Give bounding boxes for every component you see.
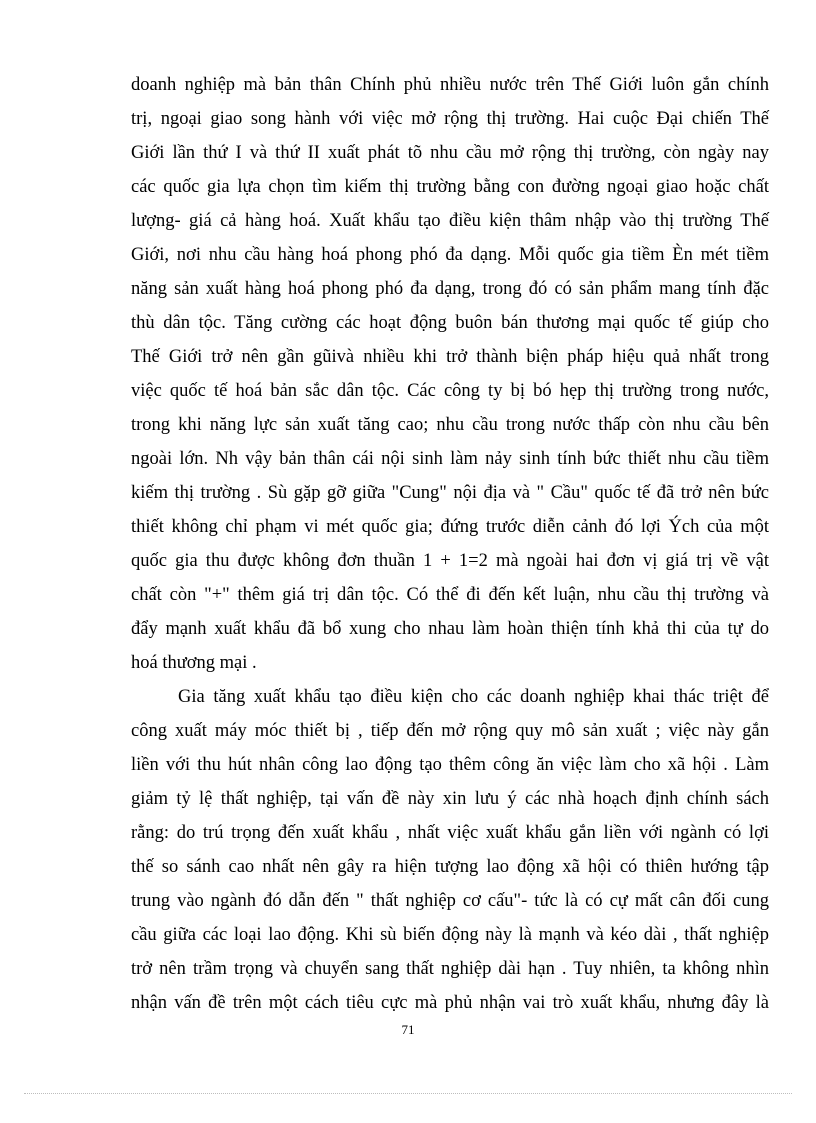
text-line: Thế Giới trở nên gần gũivà nhiều khi trở thành biện pháp hiệu quả nhất trong <box>131 347 769 367</box>
text-line: doanh nghiệp mà bản thân Chính phủ nhiều nước trên Thế Giới luôn gắn chính <box>131 75 769 95</box>
text-line: trong khi năng lực sản xuất tăng cao; nhu cầu trong nước thấp còn nhu cầu bên <box>131 415 769 435</box>
text-line: lượng- giá cả hàng hoá. Xuất khẩu tạo điều kiện thâm nhập vào thị trường Thế <box>131 211 769 231</box>
text-line: Gia tăng xuất khẩu tạo điều kiện cho các doanh nghiệp khai thác triệt để <box>178 687 769 707</box>
text-line: liền với thu hút nhân công lao động tạo thêm công ăn việc làm cho xã hội . Làm <box>131 755 769 775</box>
text-line: công xuất máy móc thiết bị , tiếp đến mở rộng quy mô sản xuất ; việc này gắn <box>131 721 769 741</box>
text-line: các quốc gia lựa chọn tìm kiếm thị trường bằng con đường ngoại giao hoặc chất <box>131 177 769 197</box>
text-line: hoá thương mại . <box>131 653 257 673</box>
text-line: thù dân tộc. Tăng cường các hoạt động buôn bán thương mại quốc tế giúp cho <box>131 313 769 333</box>
text-line: thế so sánh cao nhất nên gây ra hiện tượng lao động xã hội có thiên hướng tập <box>131 857 769 877</box>
text-line: thiết không chỉ phạm vi mét quốc gia; đứng trước diễn cảnh đó lợi Ých của một <box>131 517 769 537</box>
text-line: chất còn "+" thêm giá trị dân tộc. Có thể đi đến kết luận, nhu cầu thị trường và <box>131 585 769 605</box>
body-text <box>131 68 769 1020</box>
text-line: Giới lần thứ I và thứ II xuất phát tõ nhu cầu mở rộng thị trường, còn ngày nay <box>131 143 769 163</box>
text-line: việc quốc tế hoá bản sắc dân tộc. Các công ty bị bó hẹp thị trường trong nước, <box>131 381 769 401</box>
text-line: trở nên trầm trọng và chuyển sang thất nghiệp dài hạn . Tuy nhiên, ta không nhìn <box>131 959 769 979</box>
text-line: trung vào ngành đó dẫn đến " thất nghiệp cơ cấu"- tức là có cự mất cân đối cung <box>131 891 769 911</box>
text-line: năng sản xuất hàng hoá phong phó đa dạng, trong đó có sản phẩm mang tính đặc <box>131 279 769 299</box>
text-line: giảm tỷ lệ thất nghiệp, tại vấn đề này xin lưu ý các nhà hoạch định chính sách <box>131 789 769 809</box>
text-line: ngoài lớn. Nh vậy bản thân cái nội sinh làm nảy sinh tính bức thiết nhu cầu tiềm <box>131 449 769 469</box>
text-line: rằng: do trú trọng đến xuất khẩu , nhất việc xuất khẩu gắn liền với ngành có lợi <box>131 823 769 843</box>
text-line: Giới, nơi nhu cầu hàng hoá phong phó đa dạng. Mỗi quốc gia tiềm Èn mét tiềm <box>131 245 769 265</box>
text-line: đẩy mạnh xuất khẩu đã bổ xung cho nhau làm hoàn thiện tính khả thi của tự do <box>131 619 769 639</box>
page-bottom-divider <box>24 1093 792 1094</box>
text-line: quốc gia thu được không đơn thuần 1 + 1=2 mà ngoài hai đơn vị giá trị về vật <box>131 551 769 571</box>
text-line: cầu giữa các loại lao động. Khi sù biến động này là mạnh và kéo dài , thất nghiệp <box>131 925 769 945</box>
paragraph <box>131 680 769 1020</box>
paragraph <box>131 68 769 680</box>
text-line: kiếm thị trường . Sù gặp gỡ giữa "Cung" nội địa và " Cầu" quốc tế đã trở nên bức <box>131 483 769 503</box>
text-line: trị, ngoại giao song hành với việc mở rộng thị trường. Hai cuộc Đại chiến Thế <box>131 109 769 129</box>
page-number: 71 <box>401 1022 415 1037</box>
text-line: nhận vấn đề trên một cách tiêu cực mà phủ nhận vai trò xuất khẩu, nhưng đây là <box>131 993 769 1013</box>
